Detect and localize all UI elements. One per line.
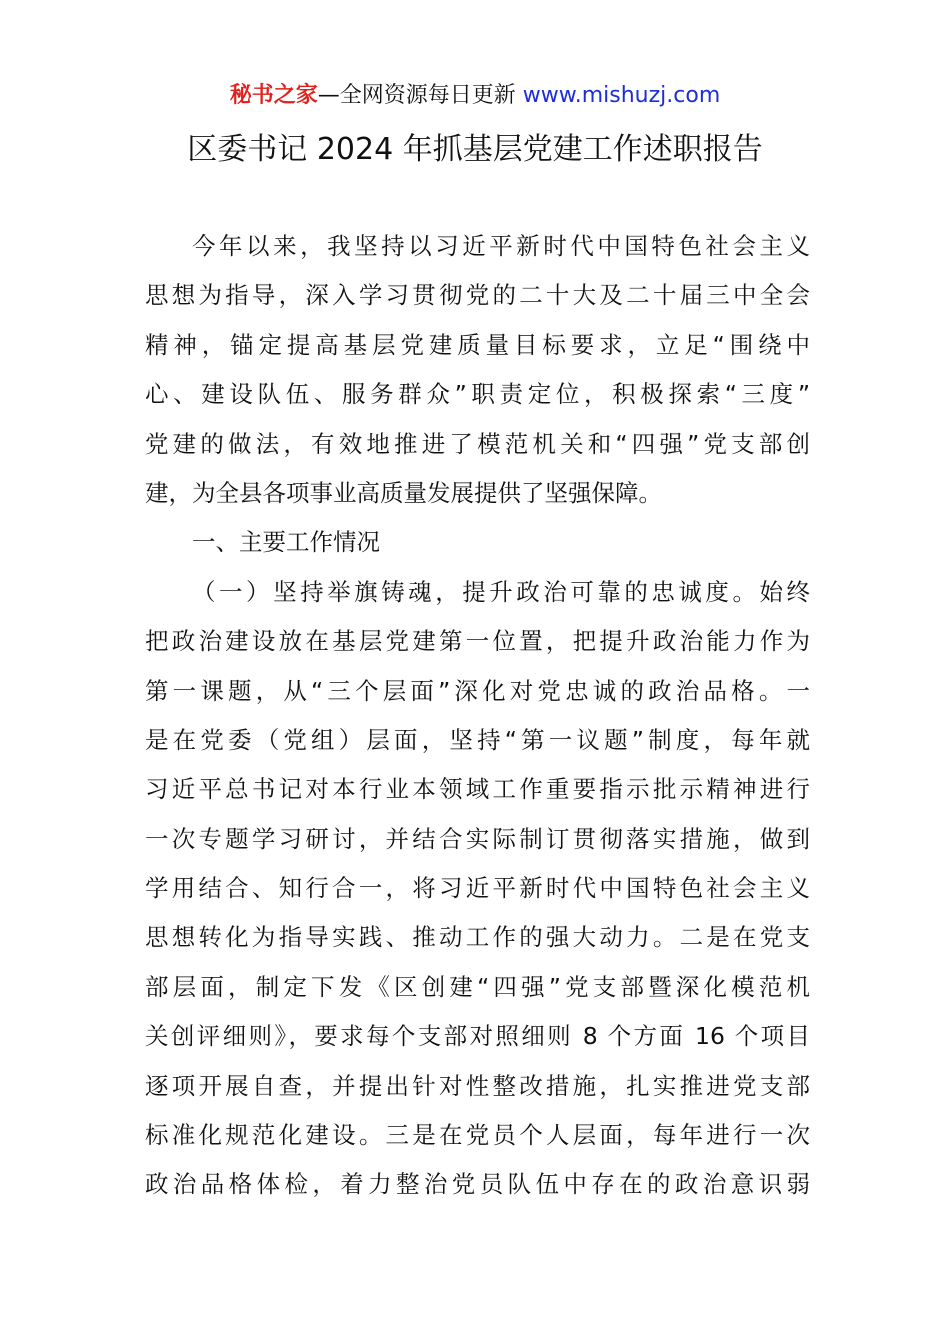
paragraph-line: 思想转化为指导实践、推动工作的强大动力。二是在党支 <box>145 923 810 952</box>
paragraph-line: 学用结合、知行合一，将习近平新时代中国特色社会主义 <box>145 874 810 903</box>
paragraph-line: 关创评细则》，要求每个支部对照细则 8 个方面 16 个项目 <box>145 1022 810 1051</box>
paragraph-line: 逐项开展自查，并提出针对性整改措施，扎实推进党支部 <box>145 1071 810 1100</box>
site-tagline: —全网资源每日更新 <box>317 83 523 108</box>
paragraph-line: 心、建设队伍、服务群众”职责定位，积极探索“三度” <box>145 380 810 409</box>
paragraph-line: 今年以来，我坚持以习近平新时代中国特色社会主义 <box>192 232 810 260</box>
paragraph-line: 习近平总书记对本行业本领域工作重要指示批示精神进行 <box>145 775 810 804</box>
paragraph-line: 精神，锚定提高基层党建质量目标要求，立足“围绕中 <box>145 330 810 359</box>
paragraph-line: 建，为全县各项事业高质量发展提供了坚强保障。 <box>145 478 662 507</box>
paragraph-line: 标准化规范化建设。三是在党员个人层面，每年进行一次 <box>145 1121 810 1150</box>
site-url-link[interactable]: www.mishuzj.com <box>522 83 721 108</box>
subsection-heading-line: （一）坚持举旗铸魂，提升政治可靠的忠诚度。始终 <box>192 577 810 606</box>
site-header <box>0 80 950 112</box>
document-title: 区委书记 2024 年抓基层党建工作述职报告 <box>187 132 763 167</box>
section-heading: 一、主要工作情况 <box>192 528 380 557</box>
paragraph-line: 一次专题学习研讨，并结合实际制订贯彻落实措施，做到 <box>145 824 810 853</box>
paragraph-line: 政治品格体检，着力整治党员队伍中存在的政治意识弱 <box>145 1170 810 1199</box>
paragraph-line: 第一课题，从“三个层面”深化对党忠诚的政治品格。一 <box>145 676 810 705</box>
paragraph-line: 是在党委（党组）层面，坚持“第一议题”制度，每年就 <box>145 725 810 754</box>
paragraph-line: 部层面，制定下发《区创建“四强”党支部暨深化模范机 <box>145 972 810 1001</box>
site-brand: 秘书之家 <box>229 83 318 108</box>
paragraph-line: 把政治建设放在基层党建第一位置，把提升政治能力作为 <box>145 627 810 656</box>
paragraph-line: 思想为指导，深入学习贯彻党的二十大及二十届三中全会 <box>145 281 810 310</box>
paragraph-line: 党建的做法，有效地推进了模范机关和“四强”党支部创 <box>145 429 810 458</box>
document-body <box>145 222 810 1210</box>
